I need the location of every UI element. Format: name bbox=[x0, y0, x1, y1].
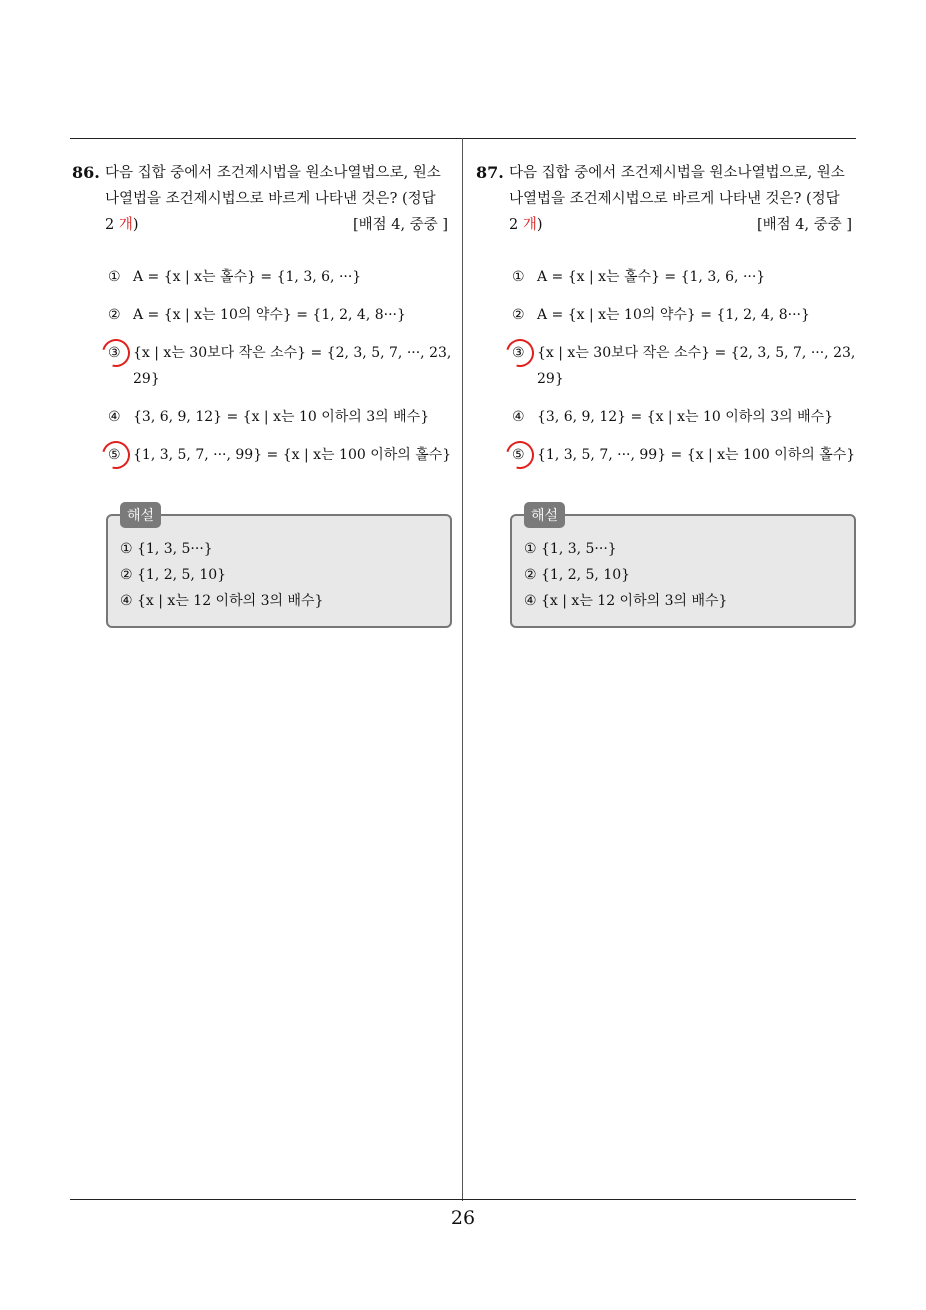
option-text: {3, 6, 9, 12} = {x | x는 10 이하의 3의 배수} bbox=[537, 409, 834, 425]
answer-count-number: 2 bbox=[105, 217, 115, 233]
option-text: {x | x는 30보다 작은 소수} = {2, 3, 5, 7, ···, 23, 29} bbox=[537, 345, 856, 387]
question-number: 86. bbox=[72, 163, 100, 182]
option-marker: ① bbox=[512, 269, 525, 285]
question-line-2: 나열법을 조건제시법으로 바르게 나타낸 것은? (정답 bbox=[509, 191, 840, 207]
option-text: {1, 3, 5, 7, ···, 99} = {x | x는 100 이하의 홀수} bbox=[133, 447, 452, 463]
option-text: A = {x | x는 10의 약수} = {1, 2, 4, 8···} bbox=[537, 307, 810, 323]
question-line-1: 다음 집합 중에서 조건제시법을 원소나열법으로, 원소 bbox=[105, 165, 441, 181]
solution-line: ② {1, 2, 5, 10} bbox=[524, 567, 631, 583]
option-1[interactable] bbox=[512, 264, 862, 290]
question-86 bbox=[72, 160, 458, 628]
options-list bbox=[476, 264, 862, 468]
column-divider bbox=[462, 138, 463, 1201]
option-2[interactable] bbox=[512, 302, 862, 328]
answer-count-unit: 개 bbox=[118, 217, 133, 233]
question-meta bbox=[105, 212, 458, 238]
question-meta bbox=[509, 212, 862, 238]
option-4[interactable] bbox=[512, 404, 862, 430]
top-rule bbox=[70, 138, 856, 139]
answer-count-close: ) bbox=[536, 217, 543, 233]
answer-count-unit: 개 bbox=[522, 217, 537, 233]
solution-line: ② {1, 2, 5, 10} bbox=[120, 567, 227, 583]
solution-label: 해설 bbox=[120, 502, 161, 528]
option-4[interactable] bbox=[108, 404, 458, 430]
solution-line: ④ {x | x는 12 이하의 3의 배수} bbox=[524, 593, 728, 609]
option-1[interactable] bbox=[108, 264, 458, 290]
question-line-1: 다음 집합 중에서 조건제시법을 원소나열법으로, 원소 bbox=[509, 165, 845, 181]
option-text: A = {x | x는 홀수} = {1, 3, 6, ···} bbox=[537, 269, 766, 285]
option-marker: ② bbox=[512, 307, 525, 323]
solution-box bbox=[510, 508, 856, 628]
answer-count-close: ) bbox=[132, 217, 139, 233]
solution-line: ① {1, 3, 5···} bbox=[120, 541, 213, 557]
answer-count-number: 2 bbox=[509, 217, 519, 233]
score-label: [배점 4, 중중 ] bbox=[352, 217, 448, 233]
option-marker: ④ bbox=[512, 409, 525, 425]
option-marker: ⑤ bbox=[512, 447, 525, 463]
page-number: 26 bbox=[450, 1207, 476, 1229]
question-stem bbox=[72, 160, 458, 238]
question-line-2: 나열법을 조건제시법으로 바르게 나타낸 것은? (정답 bbox=[105, 191, 436, 207]
option-5[interactable] bbox=[108, 442, 458, 468]
score-label: [배점 4, 중중 ] bbox=[756, 217, 852, 233]
solution-label: 해설 bbox=[524, 502, 565, 528]
question-stem bbox=[476, 160, 862, 238]
option-3[interactable] bbox=[108, 340, 458, 392]
solution-box bbox=[106, 508, 452, 628]
option-marker: ④ bbox=[108, 409, 121, 425]
option-text: A = {x | x는 10의 약수} = {1, 2, 4, 8···} bbox=[133, 307, 406, 323]
option-text: {3, 6, 9, 12} = {x | x는 10 이하의 3의 배수} bbox=[133, 409, 430, 425]
option-3[interactable] bbox=[512, 340, 862, 392]
option-marker: ① bbox=[108, 269, 121, 285]
question-87 bbox=[476, 160, 862, 628]
option-marker: ⑤ bbox=[108, 447, 121, 463]
option-marker: ③ bbox=[108, 345, 121, 361]
options-list bbox=[72, 264, 458, 468]
bottom-rule bbox=[70, 1199, 856, 1200]
option-marker: ② bbox=[108, 307, 121, 323]
solution-line: ① {1, 3, 5···} bbox=[524, 541, 617, 557]
option-text: {x | x는 30보다 작은 소수} = {2, 3, 5, 7, ···, 23, 29} bbox=[133, 345, 452, 387]
option-text: A = {x | x는 홀수} = {1, 3, 6, ···} bbox=[133, 269, 362, 285]
solution-line: ④ {x | x는 12 이하의 3의 배수} bbox=[120, 593, 324, 609]
question-number: 87. bbox=[476, 163, 504, 182]
option-2[interactable] bbox=[108, 302, 458, 328]
option-text: {1, 3, 5, 7, ···, 99} = {x | x는 100 이하의 홀수} bbox=[537, 447, 856, 463]
option-marker: ③ bbox=[512, 345, 525, 361]
option-5[interactable] bbox=[512, 442, 862, 468]
